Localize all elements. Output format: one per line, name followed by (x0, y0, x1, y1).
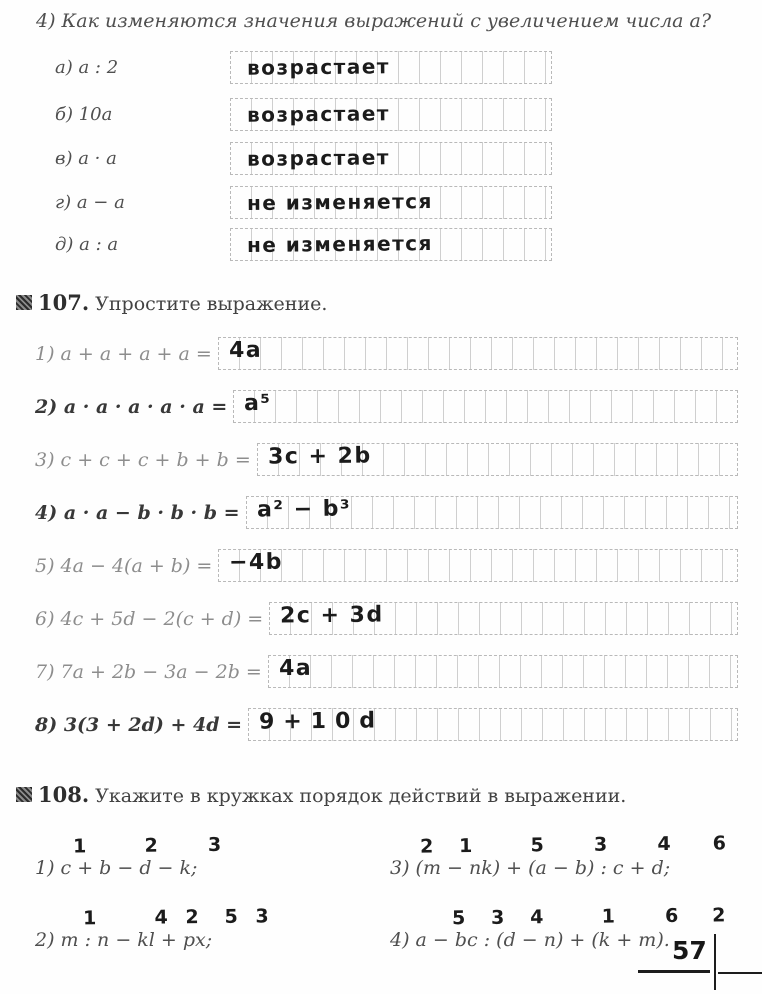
answer-strip (246, 496, 738, 529)
task107-number: 107. (38, 290, 90, 315)
answer-strip (218, 549, 738, 582)
task107-item-7 (35, 656, 738, 687)
handwritten-answer: возрастает (246, 53, 391, 80)
handwritten-answer: возрастает (246, 144, 391, 171)
handwritten-answer: не изменяется (246, 230, 434, 257)
task4-row-b (55, 97, 552, 131)
expression: 6) 4c + 5d − 2(c + d) = (35, 607, 264, 630)
expression: 8) 3(3 + 2d) + 4d = (35, 713, 243, 736)
handwritten-answer: 4a (278, 655, 313, 682)
handwritten-answer: 3c + 2b (267, 443, 372, 470)
answer-strip (257, 443, 738, 476)
task108-item-3 (390, 833, 752, 879)
task107-item-2 (35, 391, 738, 422)
handwritten-answer: −4b (229, 549, 284, 576)
handwritten-answer: a⁵ (244, 390, 272, 417)
task-marker-icon (16, 295, 32, 310)
task107-item-3 (35, 444, 738, 475)
task108-item-1 (35, 833, 390, 879)
expression: 2) m : n − kl + px; (35, 929, 213, 951)
task107-item-4 (35, 497, 738, 528)
expression: 1) a + a + a + a = (35, 342, 212, 365)
task108-number: 108. (38, 782, 90, 807)
task108-item-2 (35, 905, 390, 951)
task108-header (16, 782, 626, 807)
task107-item-5 (35, 550, 738, 581)
handwritten-answer: 9+10d (258, 708, 385, 735)
answer-strip (230, 142, 552, 175)
task107-header (16, 290, 327, 315)
page-number-block (638, 934, 760, 992)
handwritten-answer: возрастает (246, 100, 391, 127)
answer-strip (268, 655, 738, 688)
expression: 3) (m − nk) + (a − b) : c + d; (390, 857, 671, 879)
answer-strip (233, 390, 738, 423)
page-corner-mark (714, 934, 716, 990)
expression: 3) c + c + c + b + b = (35, 448, 251, 471)
answer-strip (218, 337, 738, 370)
task4-title: 4) Как изменяются значения выражений с увеличением числа а? (36, 10, 712, 32)
page-number-underline (638, 970, 710, 973)
page-corner-mark-line (718, 972, 762, 974)
task4-label-b: б) 10а (55, 103, 113, 125)
task107-item-1 (35, 338, 738, 369)
expression: 2) a · a · a · a · a = (35, 395, 228, 418)
task4-label-g: г) а − а (55, 191, 125, 213)
answer-strip (269, 602, 738, 635)
answer-strip (230, 228, 552, 261)
answer-strip (230, 51, 552, 84)
task4-row-v (55, 141, 552, 175)
task107-item-6 (35, 603, 738, 634)
task4-row-g (55, 185, 552, 219)
handwritten-order-numbers: 5 3 4 1 6 2 (451, 904, 728, 930)
handwritten-order-numbers: 1 2 3 (72, 833, 223, 858)
expression: 7) 7a + 2b − 3a − 2b = (35, 660, 262, 683)
handwritten-order-numbers: 2 1 5 3 4 6 (419, 832, 728, 858)
task4-label-a: а) а : 2 (55, 56, 119, 78)
task-marker-icon (16, 787, 32, 802)
expression: 4) a − bc : (d − n) + (k + m). (390, 929, 670, 951)
handwritten-answer: не изменяется (246, 188, 434, 215)
task4-row-a (55, 50, 552, 84)
page-number: 57 (672, 936, 707, 965)
task107-item-8 (35, 709, 738, 740)
task4-label-d: д) а : а (55, 233, 119, 255)
expression: 4) a · a − b · b · b = (35, 501, 240, 524)
task107-title: Упростите выражение. (95, 293, 328, 315)
answer-strip (248, 708, 738, 741)
answer-strip (230, 186, 552, 219)
handwritten-answer: a² − b³ (256, 496, 351, 523)
task4-label-v: в) а · а (55, 147, 117, 169)
task107-items (35, 338, 738, 762)
handwritten-answer: 4a (228, 337, 263, 364)
handwritten-order-numbers: 1 4 2 5 3 (82, 905, 271, 930)
task4-row-d (55, 227, 552, 261)
answer-strip (230, 98, 552, 131)
expression: 5) 4a − 4(a + b) = (35, 554, 213, 577)
task108-title: Укажите в кружках порядок действий в выражении. (95, 785, 627, 807)
handwritten-answer: 2c + 3d (280, 602, 384, 629)
expression: 1) c + b − d − k; (35, 857, 198, 879)
